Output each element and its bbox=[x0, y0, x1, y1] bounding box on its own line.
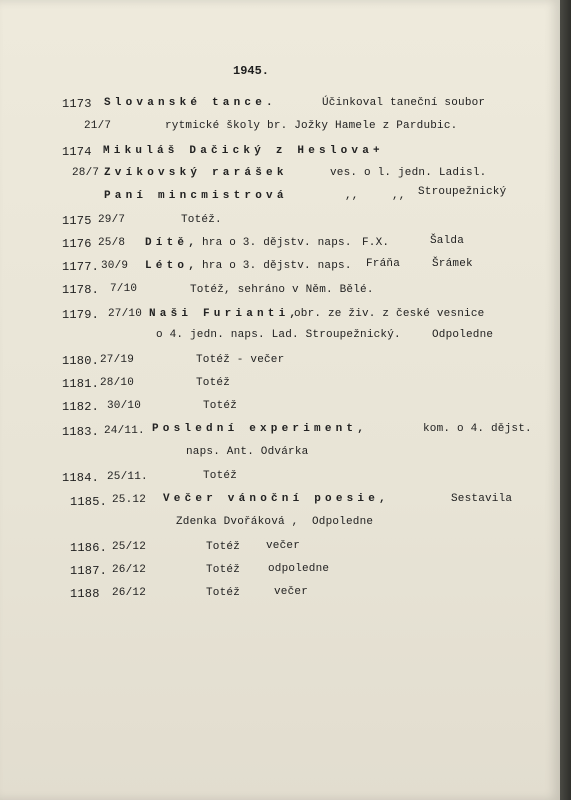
entry-date: 29/7 bbox=[98, 214, 126, 226]
entry-date: 24/11. bbox=[104, 425, 145, 437]
entry-text: Zdenka Dvořáková , bbox=[176, 516, 299, 528]
entry-text: Stroupežnický bbox=[418, 186, 507, 198]
play-title: Dítě, bbox=[145, 237, 200, 249]
entry-text: Odpoledne bbox=[432, 329, 494, 341]
play-title: Léto, bbox=[145, 260, 200, 272]
entry-text: rytmické školy br. Jožky Hamele z Pardubic. bbox=[165, 120, 458, 132]
year-heading: 1945. bbox=[233, 64, 270, 78]
entry-number: 1178. bbox=[62, 283, 100, 297]
play-title: Zvíkovský rarášek bbox=[104, 167, 288, 179]
entry-date: 30/10 bbox=[107, 400, 142, 412]
entry-number: 1179. bbox=[62, 308, 100, 322]
author-name: Šrámek bbox=[432, 258, 473, 270]
entry-number: 1182. bbox=[62, 400, 100, 414]
entry-date: 25/11. bbox=[107, 471, 148, 483]
entry-number: 1181. bbox=[62, 377, 100, 391]
entry-text: Totéž, sehráno v Něm. Bělé. bbox=[190, 284, 374, 296]
entry-date: 26/12 bbox=[112, 587, 147, 599]
entry-text: hra o 3. dějstv. naps. bbox=[202, 237, 352, 249]
play-title: Večer vánoční poesie, bbox=[163, 493, 390, 505]
entry-number: 1185. bbox=[70, 495, 108, 509]
entry-text: Totéž. bbox=[181, 214, 222, 226]
entry-date: 25/8 bbox=[98, 237, 126, 249]
entry-text: Totéž bbox=[203, 400, 238, 412]
entry-number: 1187. bbox=[70, 564, 108, 578]
entry-date: 30/9 bbox=[101, 260, 129, 272]
entry-date: 25.12 bbox=[112, 494, 147, 506]
entry-text: ves. o l. jedn. Ladisl. bbox=[330, 167, 487, 179]
play-title: Poslední experiment, bbox=[152, 423, 369, 435]
entry-number: 1176 bbox=[62, 237, 92, 251]
ditto-mark: ,, bbox=[392, 190, 406, 202]
entry-text: večer bbox=[266, 540, 301, 552]
author-name: Fráňa bbox=[366, 258, 401, 270]
entry-text: Sestavila bbox=[451, 493, 513, 505]
entry-text: Totéž bbox=[203, 470, 238, 482]
entry-text: Účinkoval taneční soubor bbox=[322, 97, 486, 109]
entry-text: Totéž bbox=[206, 587, 241, 599]
entry-text: naps. Ant. Odvárka bbox=[186, 446, 309, 458]
entry-text: Totéž - večer bbox=[196, 354, 285, 366]
play-title: Naši Furianti, bbox=[149, 308, 301, 320]
entry-date: 7/10 bbox=[110, 283, 138, 295]
entry-number: 1173 bbox=[62, 97, 92, 111]
entry-text: Totéž bbox=[196, 377, 231, 389]
ditto-mark: ,, bbox=[345, 190, 359, 202]
entry-date: 27/10 bbox=[108, 308, 143, 320]
play-title: Mikuláš Dačický z Heslova+ bbox=[103, 145, 384, 157]
entry-text: odpoledne bbox=[268, 563, 330, 575]
entry-date: 26/12 bbox=[112, 564, 147, 576]
entry-text: Totéž bbox=[206, 564, 241, 576]
entry-text: Odpoledne bbox=[312, 516, 374, 528]
entry-number: 1175 bbox=[62, 214, 92, 228]
author-name: F.X. bbox=[362, 237, 390, 249]
entry-date: 25/12 bbox=[112, 541, 147, 553]
page-edge-shadow bbox=[560, 0, 571, 800]
entry-text: obr. ze živ. z české vesnice bbox=[294, 308, 485, 320]
entry-text: hra o 3. dějstv. naps. bbox=[202, 260, 352, 272]
entry-text: kom. o 4. dějst. bbox=[423, 423, 532, 435]
entry-text: Totéž bbox=[206, 541, 241, 553]
entry-date: 27/19 bbox=[100, 354, 135, 366]
entry-number: 1188 bbox=[70, 587, 100, 601]
play-title: Slovanské tance. bbox=[104, 97, 277, 109]
entry-number: 1177. bbox=[62, 260, 100, 274]
entry-date: 28/10 bbox=[100, 377, 135, 389]
entry-number: 1183. bbox=[62, 425, 100, 439]
author-name: Šalda bbox=[430, 235, 465, 247]
entry-number: 1174 bbox=[62, 145, 92, 159]
entry-number: 1180. bbox=[62, 354, 100, 368]
entry-number: 1184. bbox=[62, 471, 100, 485]
entry-text: o 4. jedn. naps. Lad. Stroupežnický. bbox=[156, 329, 401, 341]
play-title: Paní mincmistrová bbox=[104, 190, 288, 202]
entry-date: 21/7 bbox=[84, 120, 112, 132]
entry-date: 28/7 bbox=[72, 167, 100, 179]
entry-number: 1186. bbox=[70, 541, 108, 555]
entry-text: večer bbox=[274, 586, 309, 598]
